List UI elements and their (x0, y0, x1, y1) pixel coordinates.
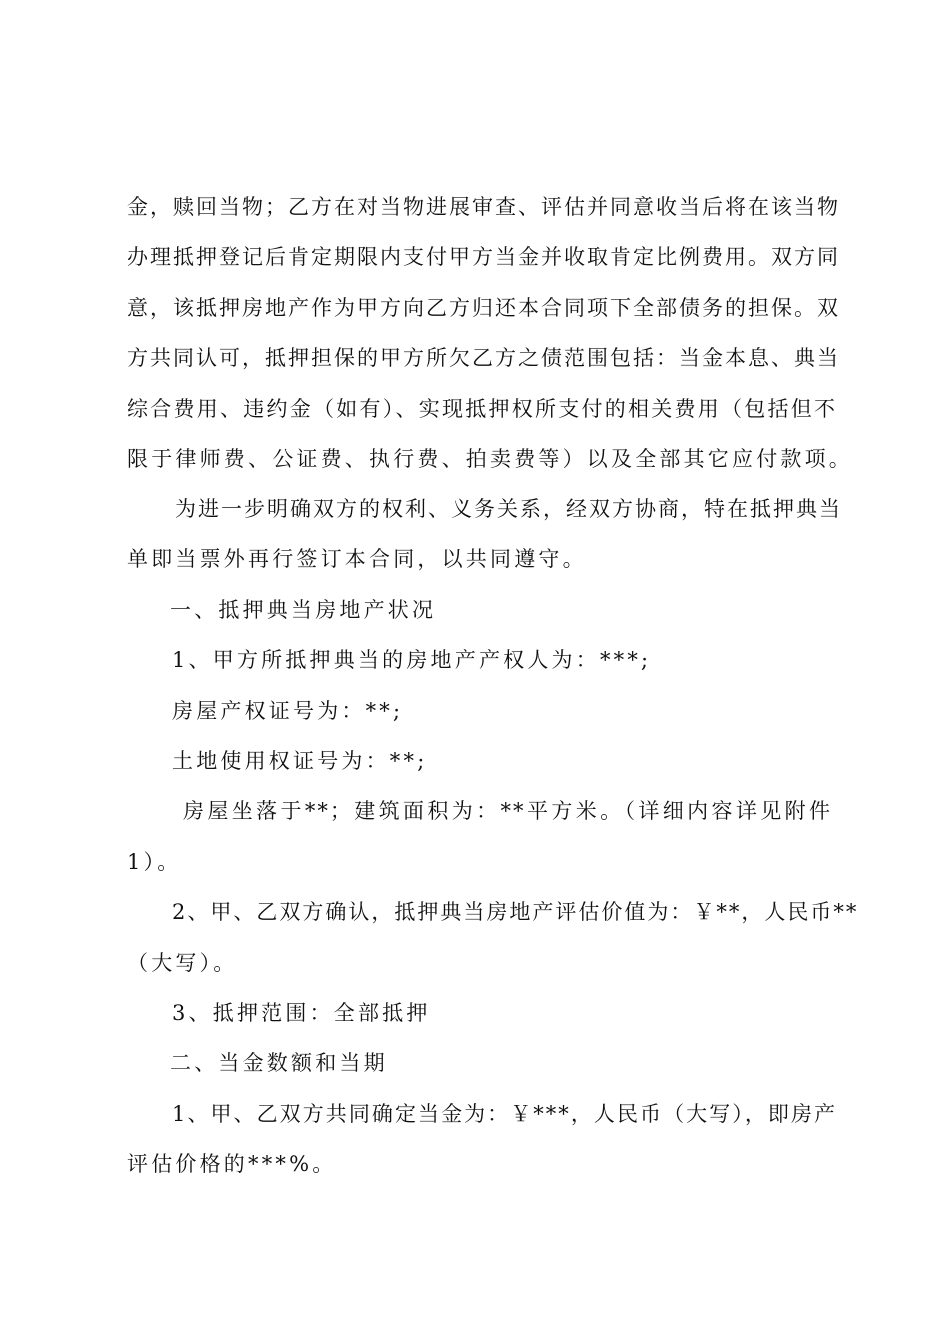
clause-line: 2、甲、乙双方确认，抵押典当房地产评估价值为：￥**，人民币** (172, 900, 859, 924)
section-heading: 二、当金数额和当期 (170, 1051, 388, 1075)
text-line: 办理抵押登记后肯定期限内支付甲方当金并收取肯定比例费用。双方同 (127, 245, 840, 269)
text-line: （大写）。 (127, 951, 238, 975)
text-line: 意，该抵押房地产作为甲方向乙方归还本合同项下全部债务的担保。双 (127, 296, 840, 320)
text-line: 方共同认可，抵押担保的甲方所欠乙方之债范围包括：当金本息、典当 (127, 346, 840, 370)
text-line: 综合费用、违约金（如有）、实现抵押权所支付的相关费用（包括但不 (127, 397, 837, 421)
section-heading: 一、抵押典当房地产状况 (170, 598, 437, 622)
clause-line: 房屋坐落于**；建筑面积为：**平方米。（详细内容详见附件 (183, 799, 832, 823)
clause-line: 3、抵押范围：全部抵押 (172, 1001, 431, 1025)
text-line: 评估价格的***%。 (127, 1152, 337, 1176)
paragraph-first-line: 为进一步明确双方的权利、义务关系，经双方协商，特在抵押典当 (175, 497, 842, 521)
clause-line: 房屋产权证号为：**; (172, 699, 404, 723)
clause-line: 1、甲方所抵押典当的房地产产权人为：***; (172, 648, 652, 672)
text-line: 金，赎回当物；乙方在对当物进展审查、评估并同意收当后将在该当物 (127, 195, 840, 219)
text-line: 1）。 (127, 850, 182, 874)
text-line: 单即当票外再行签订本合同，以共同遵守。 (127, 547, 587, 571)
text-line: 限于律师费、公证费、执行费、拍卖费等）以及全部其它应付款项。 (127, 447, 853, 471)
clause-line: 土地使用权证号为：**; (172, 749, 428, 773)
clause-line: 1、甲、乙双方共同确定当金为：￥***，人民币（大写），即房产 (172, 1102, 837, 1126)
